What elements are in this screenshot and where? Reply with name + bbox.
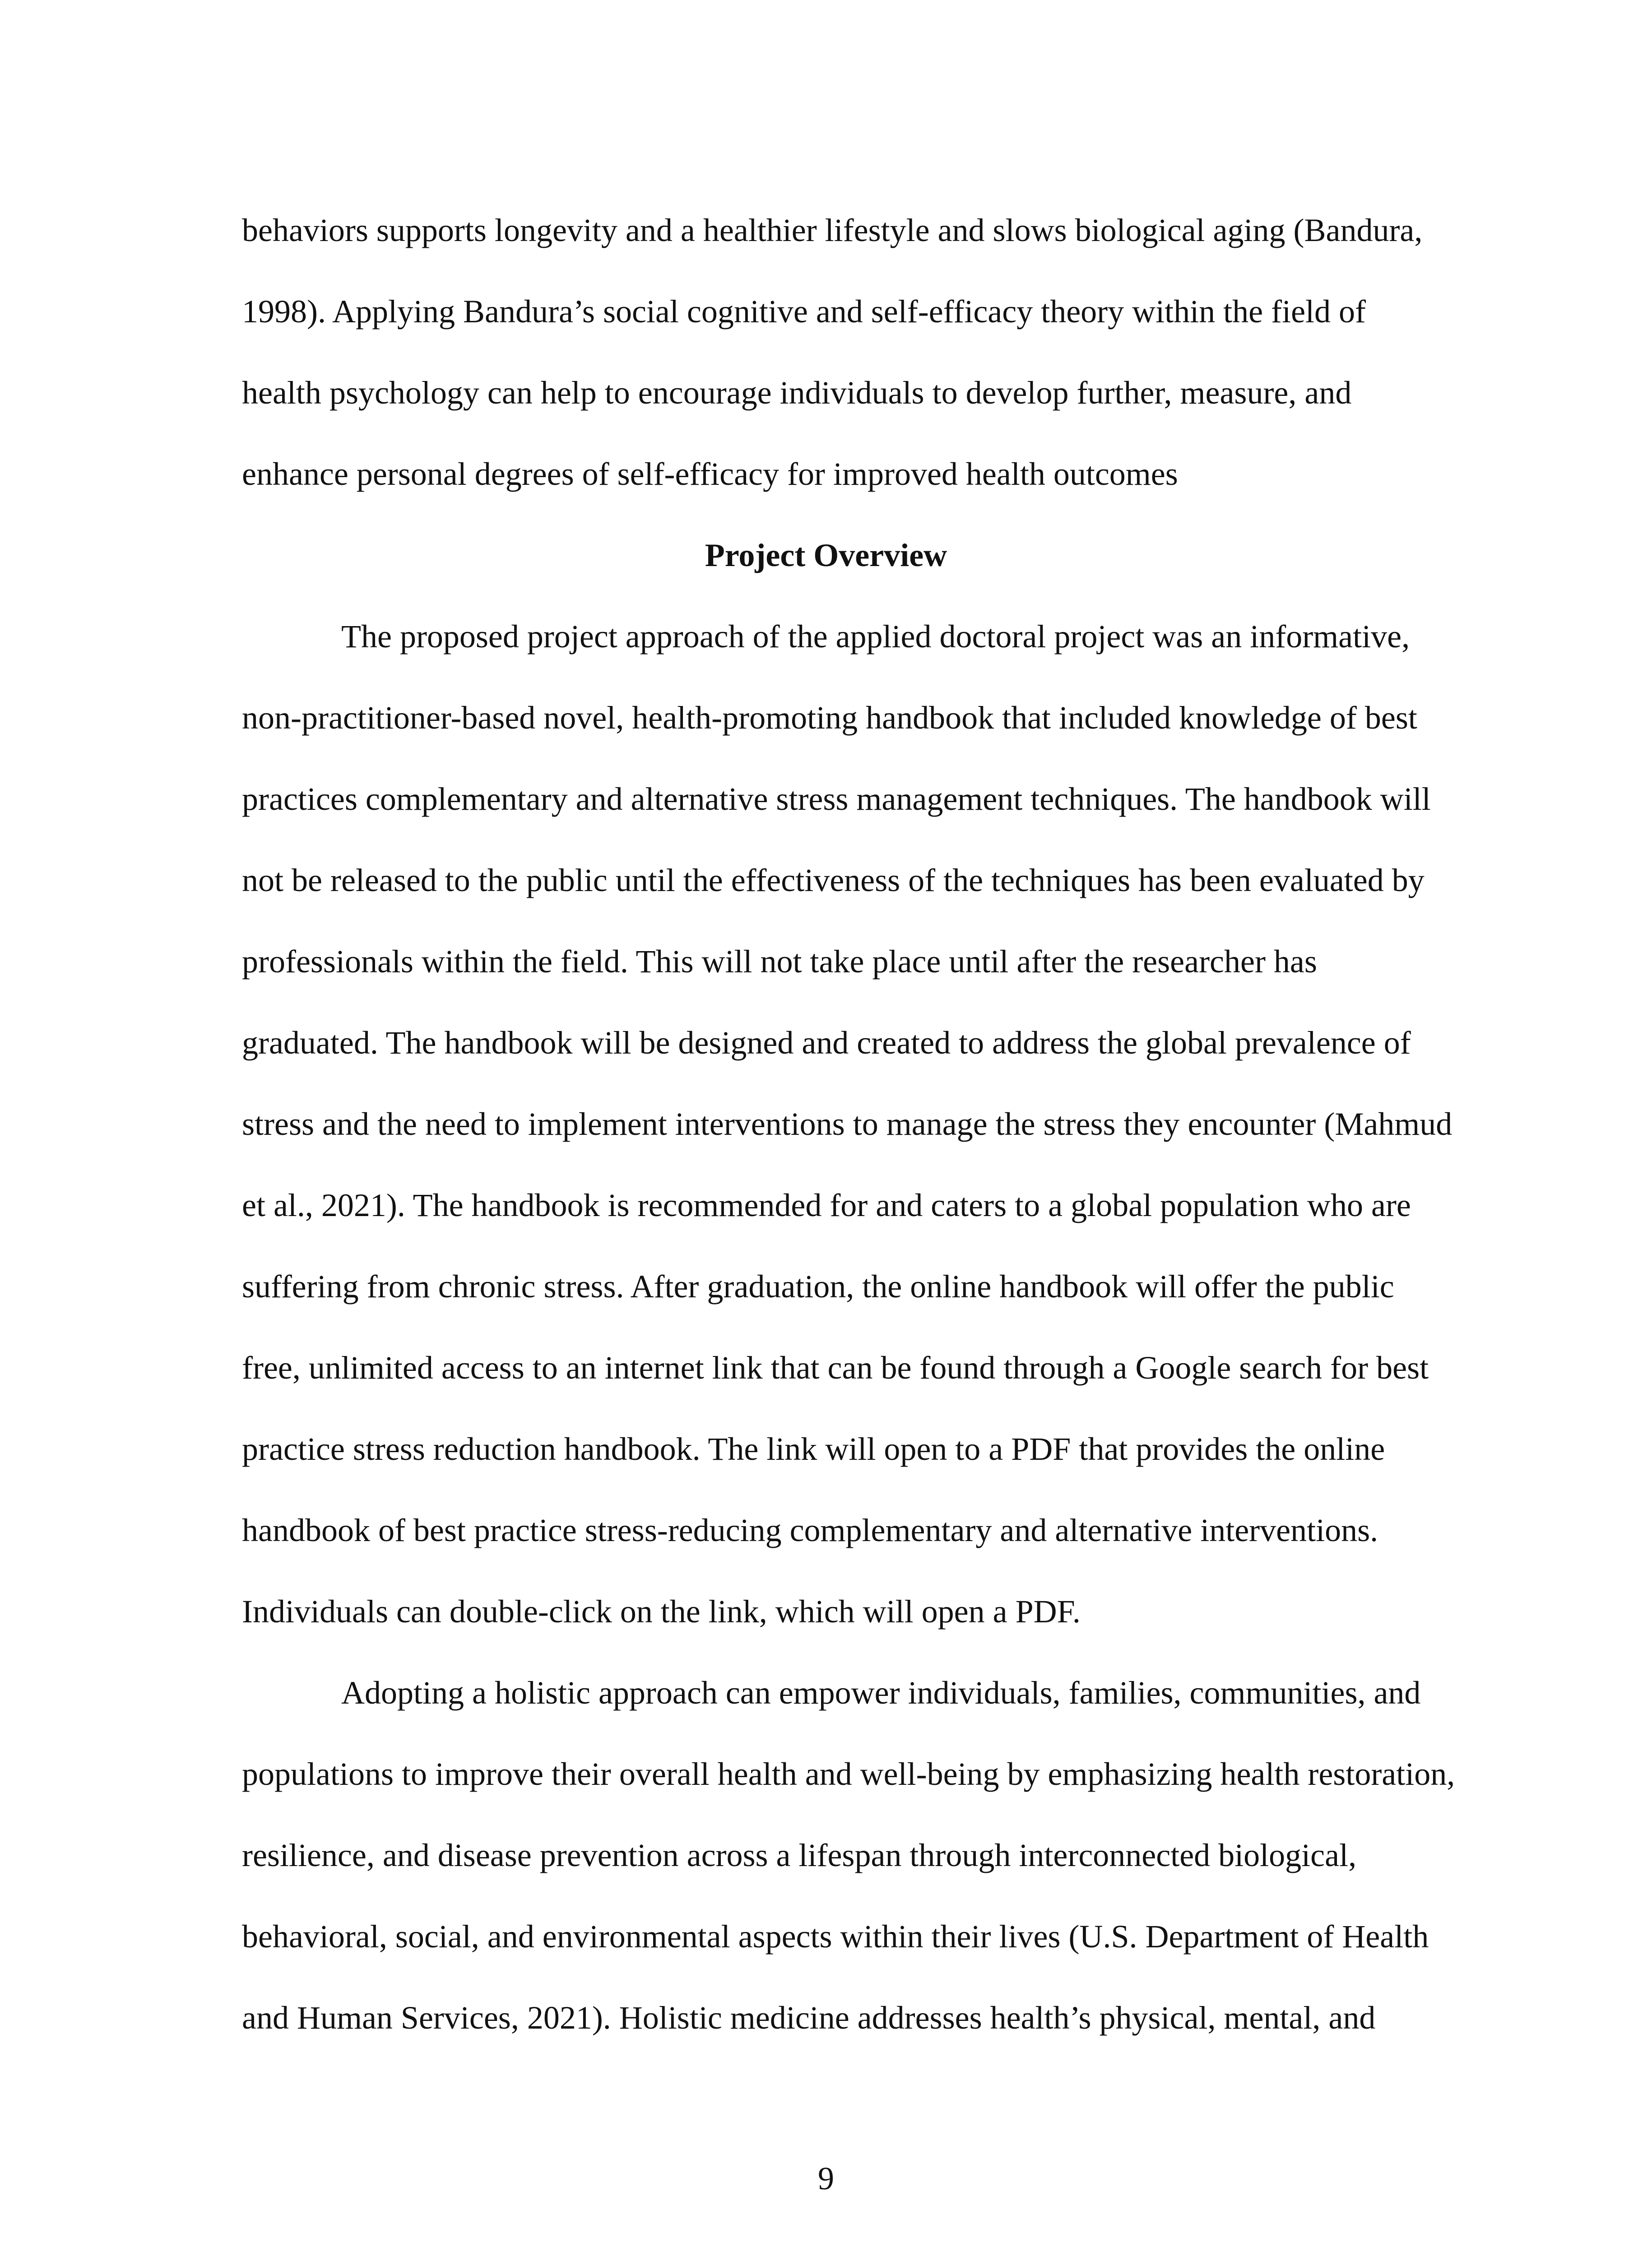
text-line: populations to improve their overall health and well-being by emphasizing health restoration, (242, 1756, 1455, 1792)
text-line: health psychology can help to encourage individuals to develop further, measure, and (242, 375, 1352, 411)
section-heading: Project Overview (705, 537, 947, 573)
text-line: et al., 2021). The handbook is recommended for and caters to a global population who are (242, 1187, 1411, 1223)
text-line: professionals within the field. This will not take place until after the researcher has (242, 943, 1317, 980)
text-line: handbook of best practice stress-reducing complementary and alternative interventions. (242, 1512, 1378, 1548)
text-line: 1998). Applying Bandura’s social cognitive and self-efficacy theory within the field of (242, 293, 1366, 330)
text-line: suffering from chronic stress. After graduation, the online handbook will offer the public (242, 1268, 1394, 1305)
text-line: practice stress reduction handbook. The link will open to a PDF that provides the online (242, 1431, 1385, 1467)
text-line: behavioral, social, and environmental aspects within their lives (U.S. Department of Health (242, 1918, 1429, 1955)
text-line: Adopting a holistic approach can empower individuals, families, communities, and (341, 1675, 1421, 1711)
text-line: Individuals can double-click on the link, which will open a PDF. (242, 1593, 1081, 1630)
text-line: and Human Services, 2021). Holistic medicine addresses health’s physical, mental, and (242, 2000, 1376, 2036)
text-line: enhance personal degrees of self-efficacy for improved health outcomes (242, 456, 1178, 492)
text-line: practices complementary and alternative stress management techniques. The handbook will (242, 781, 1431, 817)
text-line: free, unlimited access to an internet link that can be found through a Google search for best (242, 1350, 1429, 1386)
text-line: behaviors supports longevity and a healthier lifestyle and slows biological aging (Bandura, (242, 212, 1423, 248)
text-line: not be released to the public until the effectiveness of the techniques has been evaluated by (242, 862, 1425, 898)
text-line: graduated. The handbook will be designed and created to address the global prevalence of (242, 1025, 1411, 1061)
text-line: non-practitioner-based novel, health-promoting handbook that included knowledge of best (242, 700, 1417, 736)
page-number: 9 (818, 2160, 834, 2197)
text-line: stress and the need to implement interventions to manage the stress they encounter (Mahmud (242, 1106, 1452, 1142)
text-line: The proposed project approach of the applied doctoral project was an informative, (341, 618, 1410, 655)
text-line: resilience, and disease prevention across a lifespan through interconnected biological, (242, 1837, 1357, 1873)
